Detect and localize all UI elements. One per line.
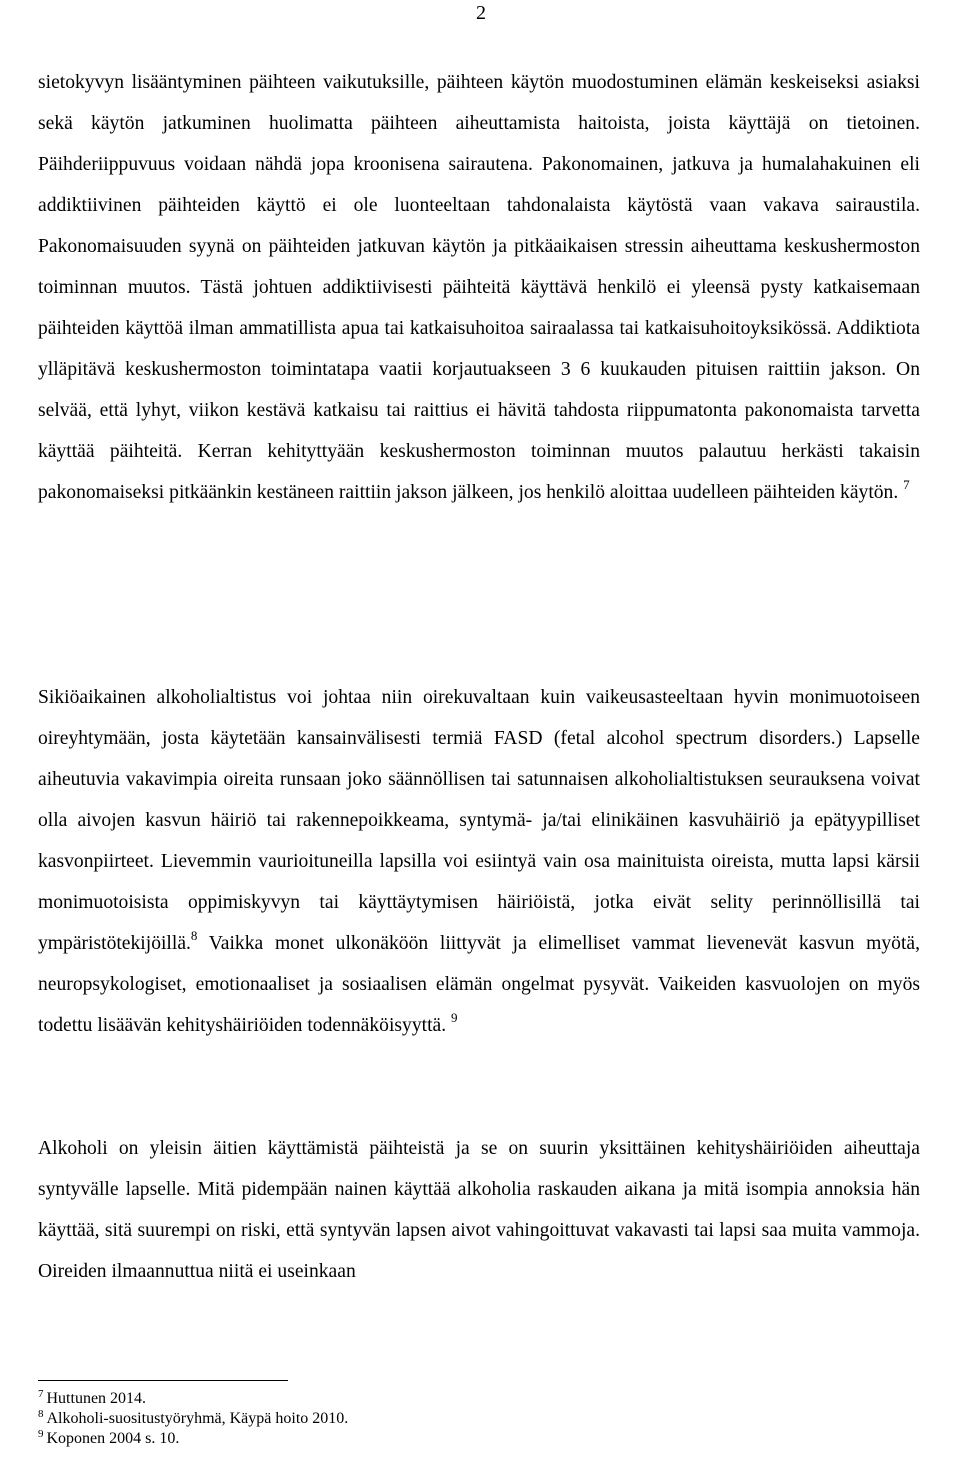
footnote-separator: [38, 1380, 288, 1381]
paragraph-text: [38, 677, 920, 1046]
footnotes: [38, 1389, 638, 1449]
paragraph-substance-dependence: [38, 62, 920, 513]
footnote-text: Huttunen 2014.: [46, 1390, 147, 1407]
paragraph-text-body: sietokyvyn lisääntyminen päihteen vaikutuksille, päihteen käytön muodostuminen elämän keskeiseksi asiaksi sekä käytön jatkuminen huolimatta päihteen aiheuttamista haitoista, joista käyttäjä on tietoinen. Päihderiippuvuus voidaan nähdä jopa kroonisena sairautena. Pakonomainen, jatkuva ja humalahakuinen eli addiktiivinen päihteiden käyttö ei ole luonteeltaan tahdonalaista käytöstä vaan vakava sairaustila. Pakonomaisuuden syynä on päihteiden jatkuvan käytön ja pitkäaikaisen stressin aiheuttama keskushermoston toiminnan muutos. Tästä johtuen addiktiivisesti päihteitä käyttävä henkilö ei yleensä pysty katkaisemaan päihteiden käyttöä ilman ammatillista apua tai katkaisuhoitoa sairaalassa tai katkaisuhoitoyksikössä. Addiktiota ylläpitävä keskushermoston toimintatapa vaatii korjautuakseen 3 6 kuukauden pituisen raittiin jakson. On selvää, että lyhyt, viikon kestävä katkaisu tai raittius ei hävitä tahdosta riippumatonta pakonomaista tarvetta käyttää päihteitä. Kerran kehityttyään keskushermoston toiminnan muutos palautuu herkästi takaisin pakonomaiseksi pitkäänkin kestäneen raittiin jakson jälkeen, jos henkilö aloittaa uudelleen päihteiden käytön.: [38, 72, 920, 503]
footnote-item: [38, 1409, 638, 1429]
footnote-number: 9: [38, 1428, 44, 1440]
paragraph-text-body: Vaikka monet ulkonäköön liittyvät ja elimelliset vammat lievenevät kasvun myötä, neuropsykologiset, emotionaaliset ja sosiaalisen elämän ongelmat pysyvät. Vaikeiden kasvuolojen on myös todettu lisäävän kehityshäiriöiden todennäköisyyttä.: [38, 933, 920, 1036]
paragraph-alcohol-mothers: [38, 1128, 920, 1292]
footnote-number: 7: [38, 1388, 44, 1400]
paragraph-text: [38, 62, 920, 513]
footnote-reference: 7: [903, 477, 910, 492]
footnote-text: Koponen 2004 s. 10.: [46, 1430, 180, 1447]
footnote-item: [38, 1389, 638, 1409]
footnote-text: Alkoholi-suositustyöryhmä, Käypä hoito 2010.: [46, 1410, 349, 1427]
footnote-reference: 9: [451, 1010, 458, 1025]
footnote-number: 8: [38, 1408, 44, 1420]
page-number: 2: [476, 2, 486, 24]
paragraph-text: [38, 1128, 920, 1292]
footnote-reference: 8: [190, 928, 198, 943]
footnote-item: [38, 1429, 638, 1449]
paragraph-text-body: Alkoholi on yleisin äitien käyttämistä päihteistä ja se on suurin yksittäinen kehityshäiriöiden aiheuttaja syntyvälle lapselle. Mitä pidempään nainen käyttää alkoholia raskauden aikana ja mitä isompia annoksia hän käyttää, sitä suurempi on riski, että syntyvän lapsen aivot vahingoittuvat vakavasti tai lapsi saa muita vammoja. Oireiden ilmaannuttua niitä ei useinkaan: [38, 1138, 920, 1282]
paragraph-fasd: [38, 677, 920, 1046]
paragraph-text-body: Sikiöaikainen alkoholialtistus voi johtaa niin oirekuvaltaan kuin vaikeusasteeltaan hyvin monimuotoiseen oireyhtymään, josta käytetään kansainvälisesti termiä FASD (fetal alcohol spectrum disorders.) Lapselle aiheutuvia vakavimpia oireita runsaan joko säännöllisen tai satunnaisen alkoholialtistuksen seurauksena voivat olla aivojen kasvun häiriö tai rakennepoikkeama, syntymä- ja/tai elinikäinen kasvuhäiriö ja epätyypilliset kasvonpiirteet. Lievemmin vaurioituneilla lapsilla voi esiintyä vain osa mainituista oireista, mutta lapsi kärsii monimuotoisista oppimiskyvyn tai käyttäytymisen häiriöistä, jotka eivät selity perinnöllisillä tai ympäristötekijöillä.: [38, 687, 920, 954]
